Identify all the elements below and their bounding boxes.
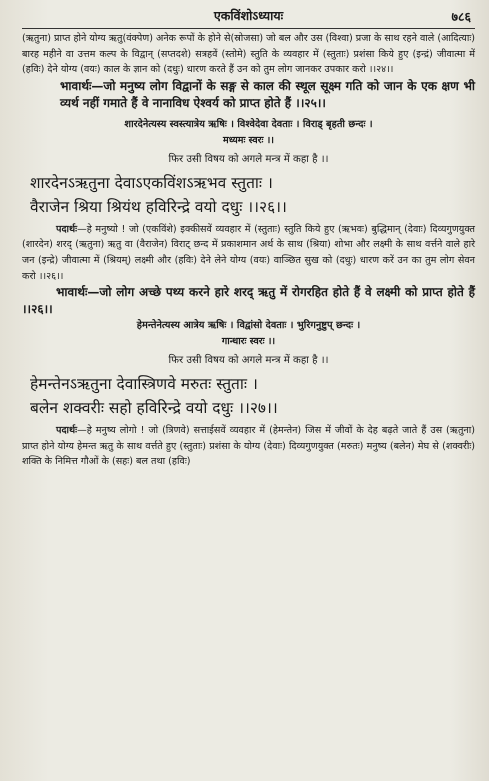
bhavartha-label: भावार्थः <box>56 285 88 300</box>
page-header <box>22 6 475 29</box>
verse-27-meta: हेमन्तेनेत्यस्य आत्रेय ऋषिः । विद्वांसो देवताः । भुरिगनुष्टुप् छन्दः । <box>136 320 361 332</box>
verse-27-mantra-line-2: बलेन शक्वरीः सहो हविरिन्द्रे वयो दधुः ।।२७।। <box>30 399 278 418</box>
verse-26-mantra-line-1: शारदेनऽऋतुना देवाऽएकविंशऽऋभव स्तुताः । <box>30 173 273 192</box>
bhavartha-text: —जो लोग अच्छे पथ्य करने हारे शरद् ऋतु में रोगरहित होते हैं वे लक्ष्मी को प्राप्त होते हैं ।।२६।। <box>22 285 475 317</box>
padartha-text: —हे मनुष्य लोगो ! जो (त्रिणवे) सत्ताईसवें व्यवहार में (हेमन्तेन) जिस में जीवों के देह बढ़ते जाते हैं उस (ऋतुना) प्राप्त होने योग्य हेमन्त ऋतु के साथ वर्त्तते हुए (स्तुताः) प्रशंसा के योग्य (देवाः) दिव्यगुणयुक्त (मरुतः) मनुष्य (बलेन) मेघ से (शक्वरीः) शक्ति के निमित्त गौओं के (सहः) बल तथा (हविः) <box>22 425 475 468</box>
verse-27-intro: फिर उसी विषय को अगले मन्त्र में कहा है ।। <box>168 355 329 367</box>
bhavartha-text: जो मनुष्य लोग विद्वानों के सङ्ग से काल की स्थूल सूक्ष्म गति को जान के एक क्षण भी व्यर्थ नहीं गमाते हैं वे नानाविध ऐश्वर्य को प्राप्त होते हैं ।।२५।। <box>60 78 475 110</box>
verse-26-svara: मध्यमः स्वरः ।। <box>223 134 274 146</box>
page-number: ७८६ <box>451 9 471 24</box>
verse-27-mantra-line-1: हेमन्तेनऽऋतुना देवास्त्रिणवे मरुतः स्तुताः । <box>30 375 258 394</box>
verse-26-mantra-line-2: वैराजेन श्रिया श्रियंथ हविरिन्द्रे वयो दधुः ।।२६।। <box>30 197 287 216</box>
bhavartha-label: भावार्थः— <box>60 78 104 93</box>
verse-25-bhavartha <box>22 78 475 112</box>
padartha-label: पदार्थः <box>56 425 78 437</box>
verse-26-bhavartha <box>22 284 475 318</box>
verse-26-padartha <box>22 222 475 284</box>
verse-26-intro: फिर उसी विषय को अगले मन्त्र में कहा है ।। <box>168 153 329 165</box>
padartha-text: —हे मनुष्यो ! जो (एकविंशे) इक्कीसवें व्यवहार में (स्तुताः) स्तुति किये हुए (ऋभवः) बुद्धिमान् (देवाः) दिव्यगुणयुक्त (शारदेन) शरद् (ऋतुना) ऋतु वा (वैराजेन) विराट् छन्द में प्रकाशमान अर्थ के साथ (श्रिया) शोभा और लक्ष्मी के साथ वर्त्तने वाले हारे जन (इन्द्रे) जीवात्मा में (श्रियम्) लक्ष्मी और (हविः) देने लेने योग्य (वयः) वाञ्छित सुख को (दधुः) धारण करें उन का तुम लोग सेवन करो ।।२६।। <box>22 223 475 282</box>
verse-25-padartha-continuation: (ऋतुना) प्राप्त होने योग्य ऋतु(वंक्पेण) अनेक रूपों के होने से(स्रोजसा) जो बल और उस (विश्वा) प्रजा के साथ रहने वाले (आदित्याः) बारह महीने वा उत्तम कल्प के विद्वान् (सप्तदशे) सत्रहवें (स्तोमे) स्तुति के व्यवहार में (स्तुताः) प्रशंसा किये हुए (इन्द्रं) जीवात्मा में (हविः) देने योग्य (वयः) काल के ज्ञान को (दधुः) धारण करते हैं उन को तुम लोग जानकर उपकार करो ।।२४।। <box>22 33 475 76</box>
chapter-title: एकविंशोऽध्यायः <box>213 8 284 23</box>
padartha-label: पदार्थः <box>56 223 78 235</box>
verse-27-padartha <box>22 423 475 470</box>
verse-26-meta: शारदेनेत्यस्य स्वस्त्यात्रेय ऋषिः । विश्वेदेवा देवताः । विराड् बृहती छन्दः । <box>124 118 373 130</box>
verse-27-svara: गान्धारः स्वरः ।। <box>221 336 276 348</box>
